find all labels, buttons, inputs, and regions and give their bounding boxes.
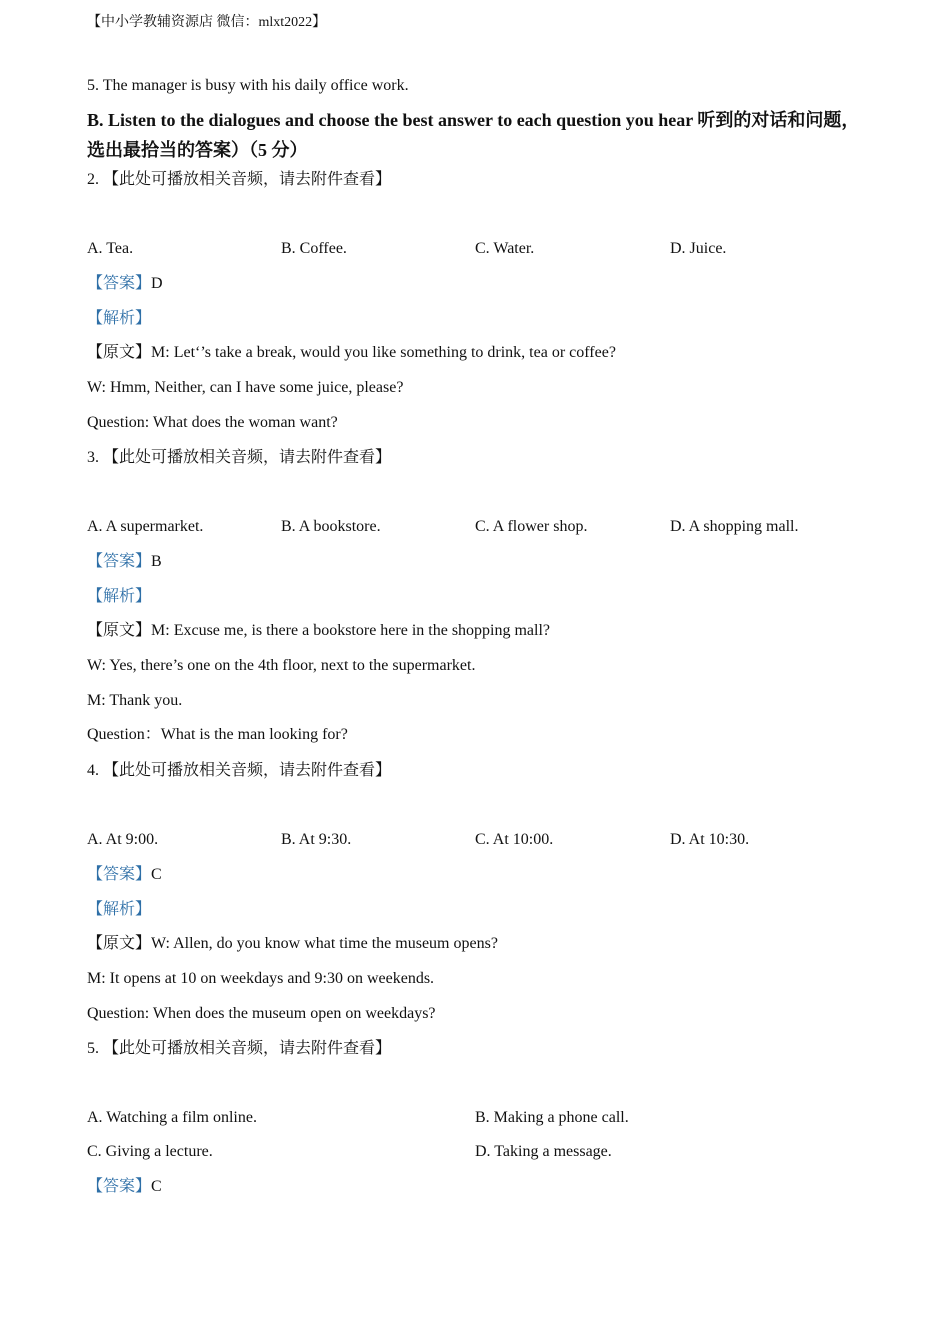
question-4-heading: 4. 【此处可播放相关音频，请去附件查看】 bbox=[87, 762, 392, 779]
q3-option-a: A. A supermarket. bbox=[87, 518, 204, 535]
original-label: 【原文】 bbox=[87, 622, 152, 639]
section-b-heading: B. Listen to the dialogues and choose the best answer to each question you hear 听到的对话和问题，选出最拾当的答案）（5 分） bbox=[87, 110, 860, 160]
q2-option-a: A. Tea. bbox=[87, 240, 134, 257]
q4-answer-value: C bbox=[151, 866, 162, 883]
q2-transcript-2: W: Hmm, Neither, can I have some juice, please? bbox=[87, 379, 404, 396]
q5-answer-value: C bbox=[151, 1178, 162, 1195]
q2-analysis-label: 【解析】 bbox=[87, 310, 152, 327]
q4-option-d: D. At 10:30. bbox=[670, 831, 750, 848]
q3-option-c: C. A flower shop. bbox=[475, 518, 588, 535]
q3-option-b: B. A bookstore. bbox=[281, 518, 381, 535]
q2-transcript-1 bbox=[87, 343, 616, 363]
q2-option-d: D. Juice. bbox=[670, 240, 727, 257]
q4-option-a: A. At 9:00. bbox=[87, 831, 159, 848]
q2-option-b: B. Coffee. bbox=[281, 240, 347, 257]
q3-option-d: D. A shopping mall. bbox=[670, 518, 799, 535]
q3-transcript-2: W: Yes, there’s one on the 4th floor, next to the supermarket. bbox=[87, 657, 476, 674]
q2-option-c: C. Water. bbox=[475, 240, 535, 257]
transcript-text: M: Excuse me, is there a bookstore here in the shopping mall? bbox=[151, 622, 551, 639]
q5-option-a: A. Watching a film online. bbox=[87, 1109, 257, 1126]
q2-answer-value: D bbox=[151, 275, 163, 292]
answer-label: 【答案】 bbox=[87, 1178, 152, 1195]
q4-transcript-1 bbox=[87, 934, 498, 954]
q3-analysis-label: 【解析】 bbox=[87, 588, 152, 605]
original-label: 【原文】 bbox=[87, 935, 152, 952]
q3-transcript-4: Question：What is the man looking for? bbox=[87, 726, 348, 743]
transcript-text: M: Let‘’s take a break, would you like something to drink, tea or coffee? bbox=[151, 344, 616, 361]
q5-option-d: D. Taking a message. bbox=[475, 1143, 612, 1160]
page-header: 【中小学教辅资源店 微信：mlxt2022】 bbox=[87, 15, 327, 30]
answer-label: 【答案】 bbox=[87, 553, 152, 570]
question-3-heading: 3. 【此处可播放相关音频，请去附件查看】 bbox=[87, 449, 392, 466]
q4-answer bbox=[87, 865, 162, 885]
q5-option-c: C. Giving a lecture. bbox=[87, 1143, 213, 1160]
q4-transcript-3: Question: When does the museum open on weekdays? bbox=[87, 1005, 436, 1022]
q3-transcript-1 bbox=[87, 621, 550, 641]
q3-transcript-3: M: Thank you. bbox=[87, 692, 183, 709]
answer-label: 【答案】 bbox=[87, 866, 152, 883]
q2-transcript-3: Question: What does the woman want? bbox=[87, 414, 338, 431]
q4-option-b: B. At 9:30. bbox=[281, 831, 352, 848]
transcript-text: W: Allen, do you know what time the museum opens? bbox=[151, 935, 498, 952]
question-5-heading: 5. 【此处可播放相关音频，请去附件查看】 bbox=[87, 1040, 392, 1057]
previous-item: 5. The manager is busy with his daily office work. bbox=[87, 77, 409, 94]
q4-option-c: C. At 10:00. bbox=[475, 831, 554, 848]
q4-analysis-label: 【解析】 bbox=[87, 901, 152, 918]
original-label: 【原文】 bbox=[87, 344, 152, 361]
q2-answer bbox=[87, 274, 163, 294]
q5-answer bbox=[87, 1177, 162, 1197]
answer-label: 【答案】 bbox=[87, 275, 152, 292]
q3-answer-value: B bbox=[151, 553, 162, 570]
q3-answer bbox=[87, 552, 162, 572]
q5-option-b: B. Making a phone call. bbox=[475, 1109, 629, 1126]
q4-transcript-2: M: It opens at 10 on weekdays and 9:30 on weekends. bbox=[87, 970, 435, 987]
question-2-heading: 2. 【此处可播放相关音频，请去附件查看】 bbox=[87, 171, 392, 188]
